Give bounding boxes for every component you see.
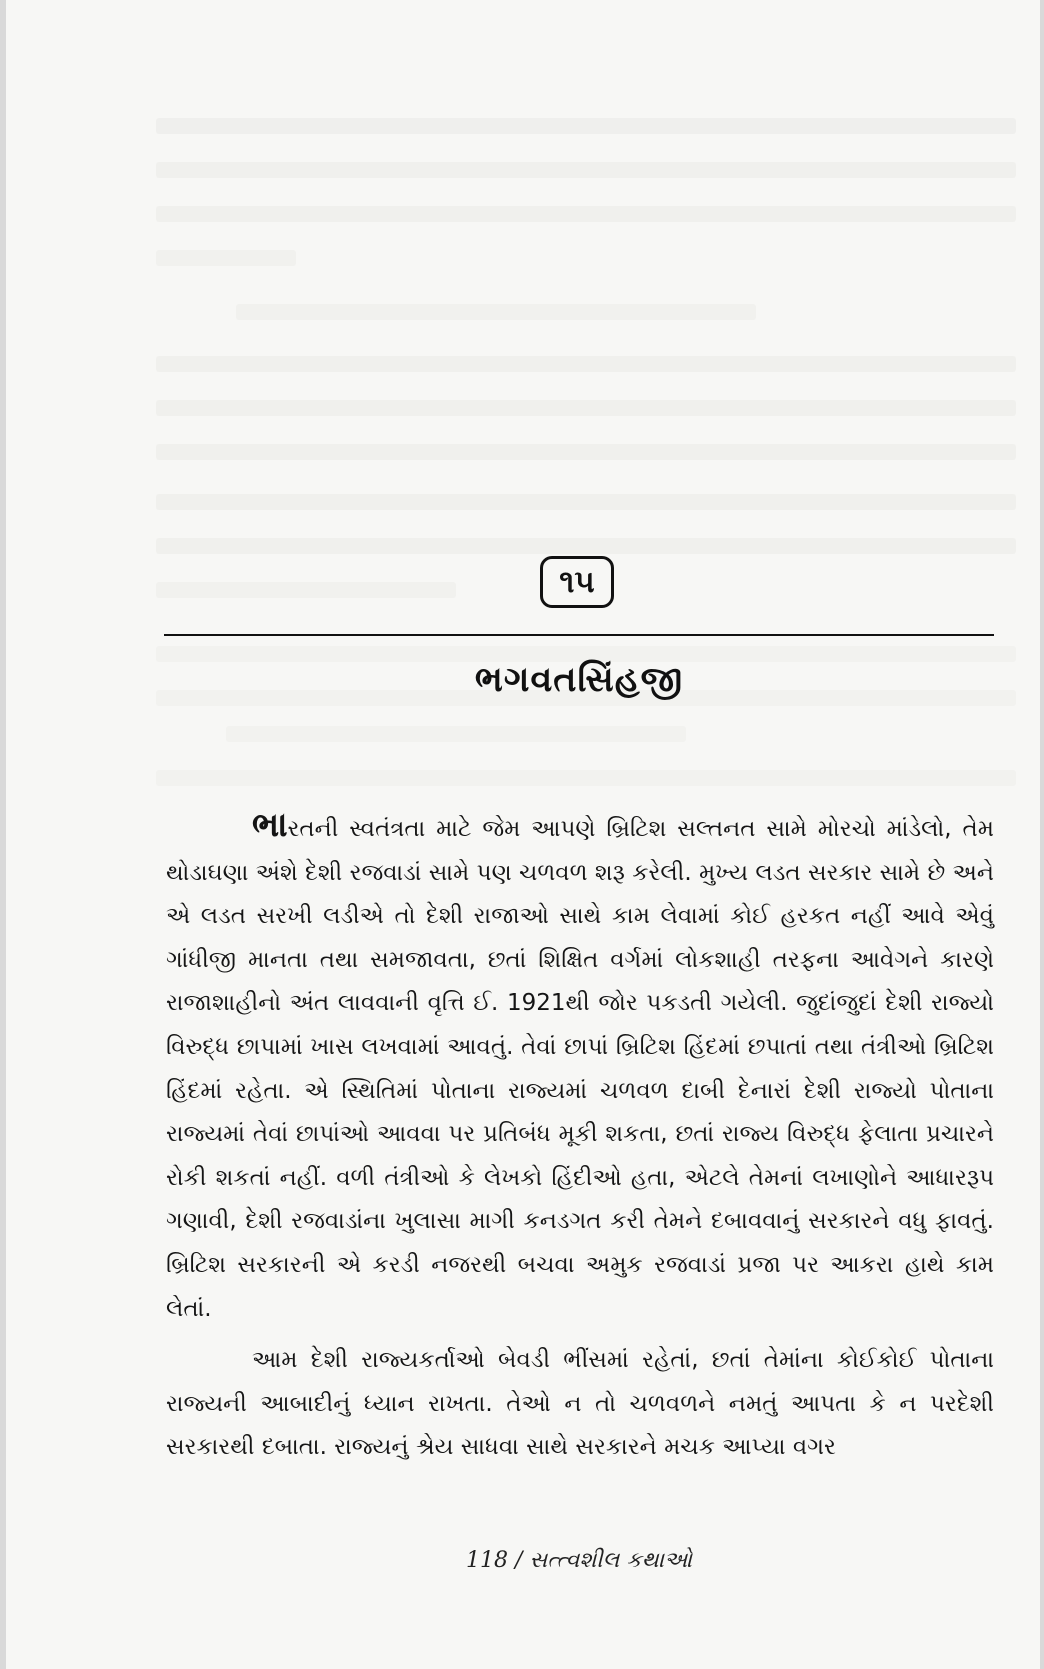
- drop-cap: ભા: [252, 805, 288, 845]
- bleed-through-line: [156, 356, 1016, 372]
- chapter-number: ૧૫: [540, 556, 614, 608]
- book-page: [6, 0, 1040, 1669]
- paragraph: [166, 804, 994, 1331]
- chapter-divider: [164, 634, 994, 636]
- bleed-through-line: [156, 118, 1016, 134]
- page-footer: 118 / સત્ત્વશીલ કથાઓ: [466, 1548, 692, 1573]
- bleed-through-line: [156, 444, 1016, 460]
- bleed-through-line: [156, 538, 1016, 554]
- bleed-through-line: [156, 494, 1016, 510]
- bleed-through-line: [156, 582, 456, 598]
- paragraph-text: રતની સ્વતંત્રતા માટે જેમ આપણે બ્રિટિશ સલ્તનત સામે મોરચો માંડેલો, તેમ થોડાઘણા અંશે દેશી રજવાડાં સામે પણ ચળવળ શરૂ કરેલી. મુખ્ય લડત સરકાર સામે છે અને એ લડત સરખી લડીએ તો દેશી રાજાઓ સાથે કામ લેવામાં કોઈ હરકત નહીં આવે એવું ગાંધીજી માનતા તથા સમજાવતા, છતાં શિક્ષિત વર્ગમાં લોકશાહી તરફના આવેગને કારણે રાજાશાહીનો અંત લાવવાની વૃત્તિ ઈ. 1921થી જોર પકડતી ગયેલી. જુદાંજુદાં દેશી રાજ્યો વિરુદ્ધ છાપામાં ખાસ લખવામાં આવતું. તેવાં છાપાં બ્રિટિશ હિંદમાં છપાતાં તથા તંત્રીઓ બ્રિટિશ હિંદમાં રહેતા. એ સ્થિતિમાં પોતાના રાજ્યમાં ચળવળ દાબી દેનારાં દેશી રાજ્યો પોતાના રાજ્યમાં તેવાં છાપાંઓ આવવા પર પ્રતિબંધ મૂકી શકતા, છતાં રાજ્ય વિરુદ્ધ ફેલાતા પ્રચારને રોકી શકતાં નહીં. વળી તંત્રીઓ કે લેખકો હિંદીઓ હતા, એટલે તેમનાં લખાણોને આધારરૂપ ગણાવી, દેશી રજવાડાંના ખુલાસા માગી કનડગત કરી તેમને દબાવવાનું સરકારને વધુ ફાવતું. બ્રિટિશ સરકારની એ કરડી નજરથી બચવા અમુક રજવાડાં પ્રજા પર આકરા હાથે કામ લેતાં.: [166, 816, 994, 1322]
- bleed-through-line: [226, 726, 686, 742]
- bleed-through-line: [156, 250, 296, 266]
- bleed-through-line: [156, 770, 1016, 786]
- bleed-through-line: [236, 304, 756, 320]
- chapter-title: ભગવતસિંહજી: [474, 660, 684, 700]
- bleed-through-line: [156, 206, 1016, 222]
- bleed-through-line: [156, 400, 1016, 416]
- body-text: [166, 804, 994, 1470]
- bleed-through-line: [156, 162, 1016, 178]
- paragraph: આમ દેશી રાજ્યકર્તાઓ બેવડી ભીંસમાં રહેતાં, છતાં તેમાંના કોઈકોઈ પોતાના રાજ્યની આબાદીનું ધ્યાન રાખતા. તેઓ ન તો ચળવળને નમતું આપતા કે ન પરદેશી સરકારથી દબાતા. રાજ્યનું શ્રેય સાધવા સાથે સરકારને મચક આપ્યા વગર: [166, 1347, 994, 1461]
